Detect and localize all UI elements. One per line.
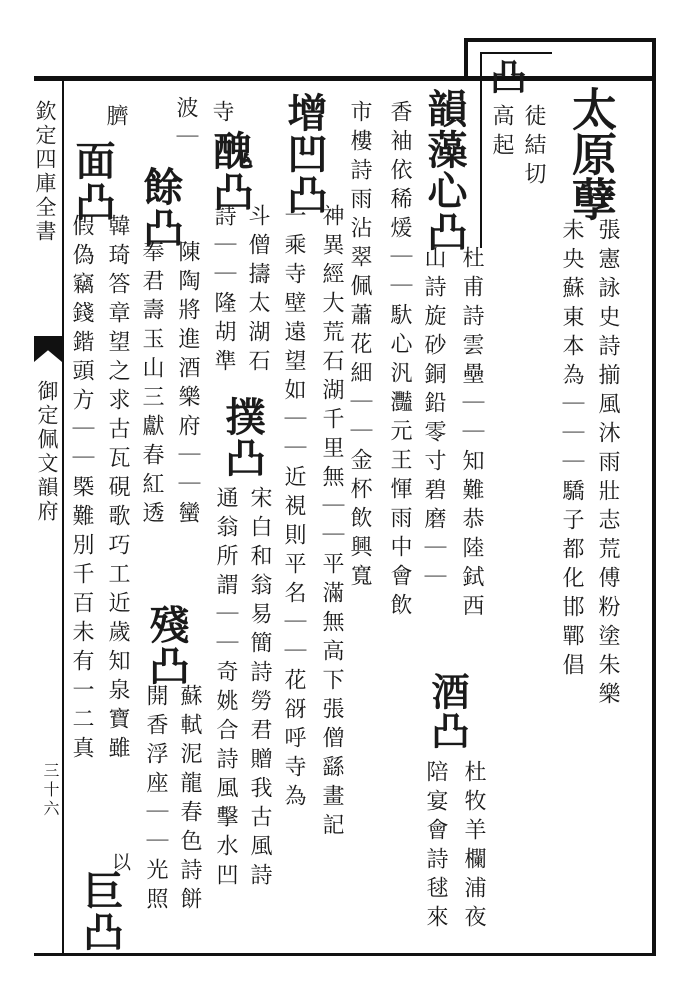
column-text: 陳陶將進酒樂府｜｜蠻 <box>175 240 200 530</box>
column-text: 蘇軾泥龍春色詩餅 <box>177 684 202 916</box>
heading-tu: 凸 <box>485 58 527 95</box>
column-text: 宋白和翁易簡詩勞君贈我古風詩 <box>247 486 272 892</box>
column-text: 開香浮座｜｜光照 <box>143 684 168 916</box>
column-text: 張憲詠史詩揃風沐雨壯志荒傅粉塗朱樂 <box>595 218 620 711</box>
column-text: 杜牧羊欄浦夜 <box>461 760 486 934</box>
page-number: 三十六 <box>41 762 60 819</box>
heading-mian-tu: 面凸 <box>69 140 116 222</box>
heading-zeng-aotu: 增凹凸 <box>281 92 328 215</box>
book-title: 欽定四庫全書 <box>33 100 57 244</box>
column-text: 通翁所謂｜｜奇姚合詩風擊水凹 <box>213 486 238 892</box>
tab-left-border <box>464 38 468 80</box>
heading-pu-tu: 撲凸 <box>219 396 266 478</box>
column-text: 香袖依稀煖｜｜馱心汎灩元王惲雨中會飲 <box>387 100 412 622</box>
column-text: 臍 <box>103 104 128 133</box>
column-text: 詩｜｜隆胡準 <box>211 204 236 378</box>
definition: 高起 <box>489 104 514 162</box>
heading-yunzao-xintu: 韻藻心凸 <box>421 88 468 252</box>
column-text: 波｜ <box>173 96 198 154</box>
column-text: 斗僧擣太湖石 <box>245 204 270 378</box>
right-border <box>652 38 656 956</box>
heading-ju-tu: 巨凸 <box>77 870 124 952</box>
column-text: 未央蘇東本為｜｜｜驕子都化邯鄲倡 <box>559 218 584 682</box>
book-subtitle: 御定佩文韻府 <box>35 380 59 524</box>
column-text: 寺 <box>209 100 234 129</box>
column-text: 市樓詩雨沾翠佩蕭花細｜｜金杯飲興寬 <box>347 100 372 593</box>
top-border <box>34 76 654 81</box>
head-box-top <box>480 52 552 54</box>
left-border <box>62 76 64 956</box>
column-text: 一乘寺壁遠望如｜｜近視則平名｜｜花谺呼寺為 <box>281 204 306 813</box>
pronunciation: 徒結切 <box>521 104 546 191</box>
heading-jiu-tu: 酒凸 <box>425 672 470 750</box>
fish-tail-mark <box>34 336 62 362</box>
bottom-border <box>34 953 654 956</box>
column-text: 陪宴會詩毬來 <box>423 760 448 934</box>
column-text: 山詩旋砂銅鉛零寸碧磨｜｜ <box>421 246 446 594</box>
head-box-left <box>480 52 482 248</box>
column-text: 假偽竊錢鍇頭方｜｜槩難別千百未有一二真 <box>69 214 94 765</box>
heading-chou-tu: 醜凸 <box>207 130 254 212</box>
column-text: 奉君壽玉山三獻春紅透 <box>139 240 164 530</box>
column-text: 杜甫詩雲壘｜｜知難恭陸鉽西 <box>459 246 484 623</box>
heading-can-tu: 殘凸 <box>143 604 190 686</box>
heading-yu-tu: 餘凸 <box>137 166 184 248</box>
column-text: 神異經大荒石湖千里無｜｜平滿無高下張僧繇畫記 <box>319 204 344 842</box>
heading-taiyuan-nie: 太原孽 <box>564 86 617 221</box>
column-text: 韓琦答章望之求古瓦硯歌巧工近歲知泉寶雖 <box>105 214 130 765</box>
column-text: 以 <box>109 852 131 877</box>
top-tab-border <box>464 38 654 42</box>
